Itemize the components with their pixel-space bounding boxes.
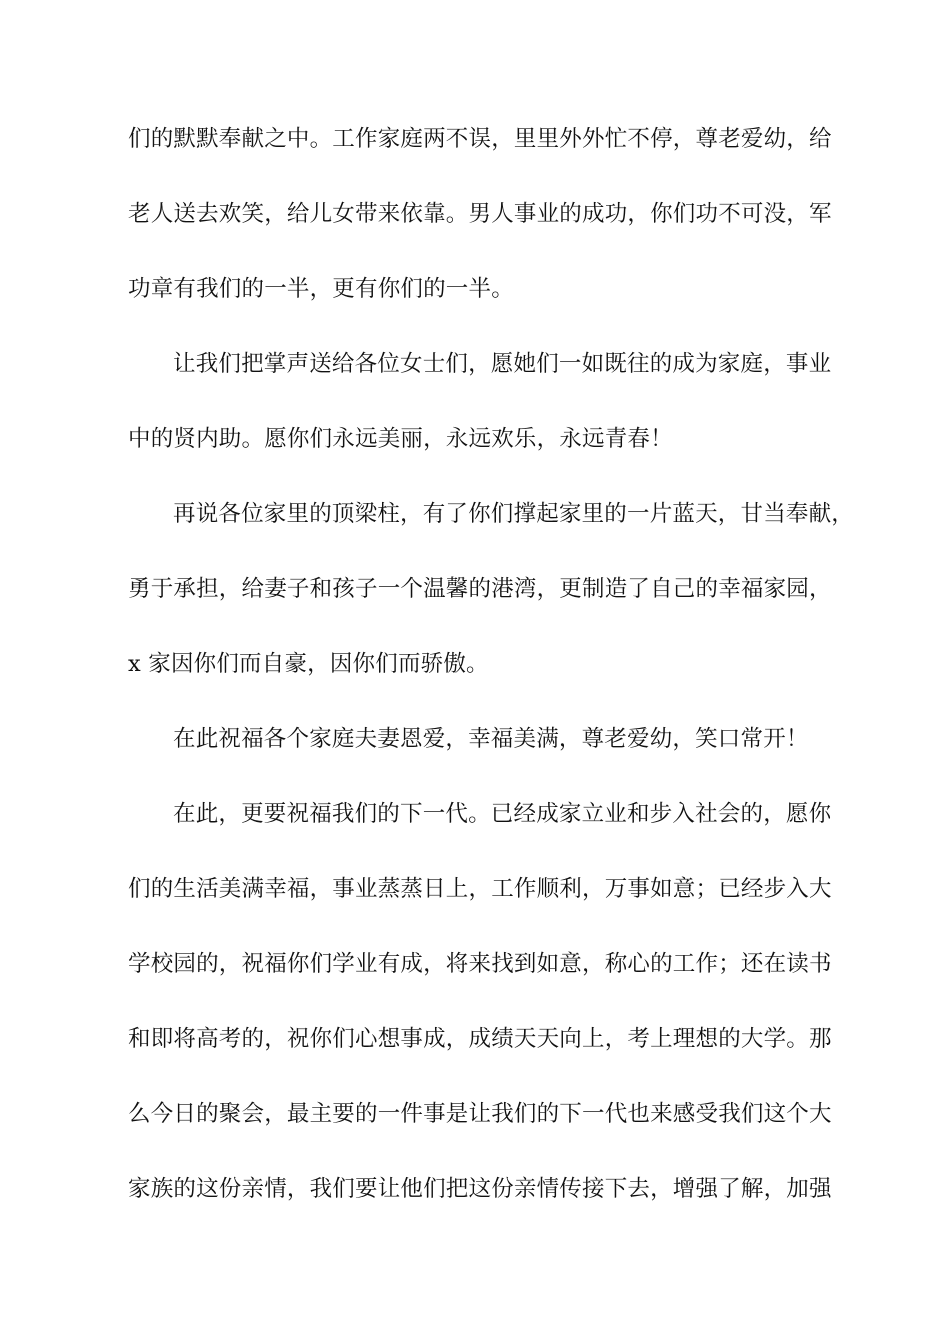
text-line: 功章有我们的一半，更有你们的一半。: [128, 276, 514, 302]
paragraph-first-line: 让我们把掌声送给各位女士们，愿她们一如既往的成为家庭，事业: [173, 351, 832, 377]
paragraph-first-line: 在此祝福各个家庭夫妻恩爱，幸福美满，尊老爱幼，笑口常开！: [173, 726, 809, 752]
text-line: 家族的这份亲情，我们要让他们把这份亲情传接下去，增强了解，加强: [128, 1176, 832, 1202]
text-line: x 家因你们而自豪，因你们而骄傲。: [128, 651, 489, 677]
text-line: 老人送去欢笑，给儿女带来依靠。男人事业的成功，你们功不可没，军: [128, 201, 832, 227]
text-line: 中的贤内助。愿你们永远美丽，永远欢乐，永远青春！: [128, 426, 673, 452]
text-line: 们的生活美满幸福，事业蒸蒸日上，工作顺利，万事如意；已经步入大: [128, 876, 832, 902]
text-line: 们的默默奉献之中。工作家庭两不误，里里外外忙不停，尊老爱幼，给: [128, 126, 832, 152]
text-line: 和即将高考的，祝你们心想事成，成绩天天向上，考上理想的大学。那: [128, 1026, 832, 1052]
paragraph-first-line: 再说各位家里的顶梁柱，有了你们撑起家里的一片蓝天，甘当奉献，: [173, 501, 855, 527]
text-line: 勇于承担，给妻子和孩子一个温馨的港湾，更制造了自己的幸福家园，: [128, 576, 832, 602]
paragraph-first-line: 在此，更要祝福我们的下一代。已经成家立业和步入社会的，愿你: [173, 801, 832, 827]
text-line: 么今日的聚会，最主要的一件事是让我们的下一代也来感受我们这个大: [128, 1101, 832, 1127]
text-line: 学校园的，祝福你们学业有成，将来找到如意，称心的工作；还在读书: [128, 951, 832, 977]
